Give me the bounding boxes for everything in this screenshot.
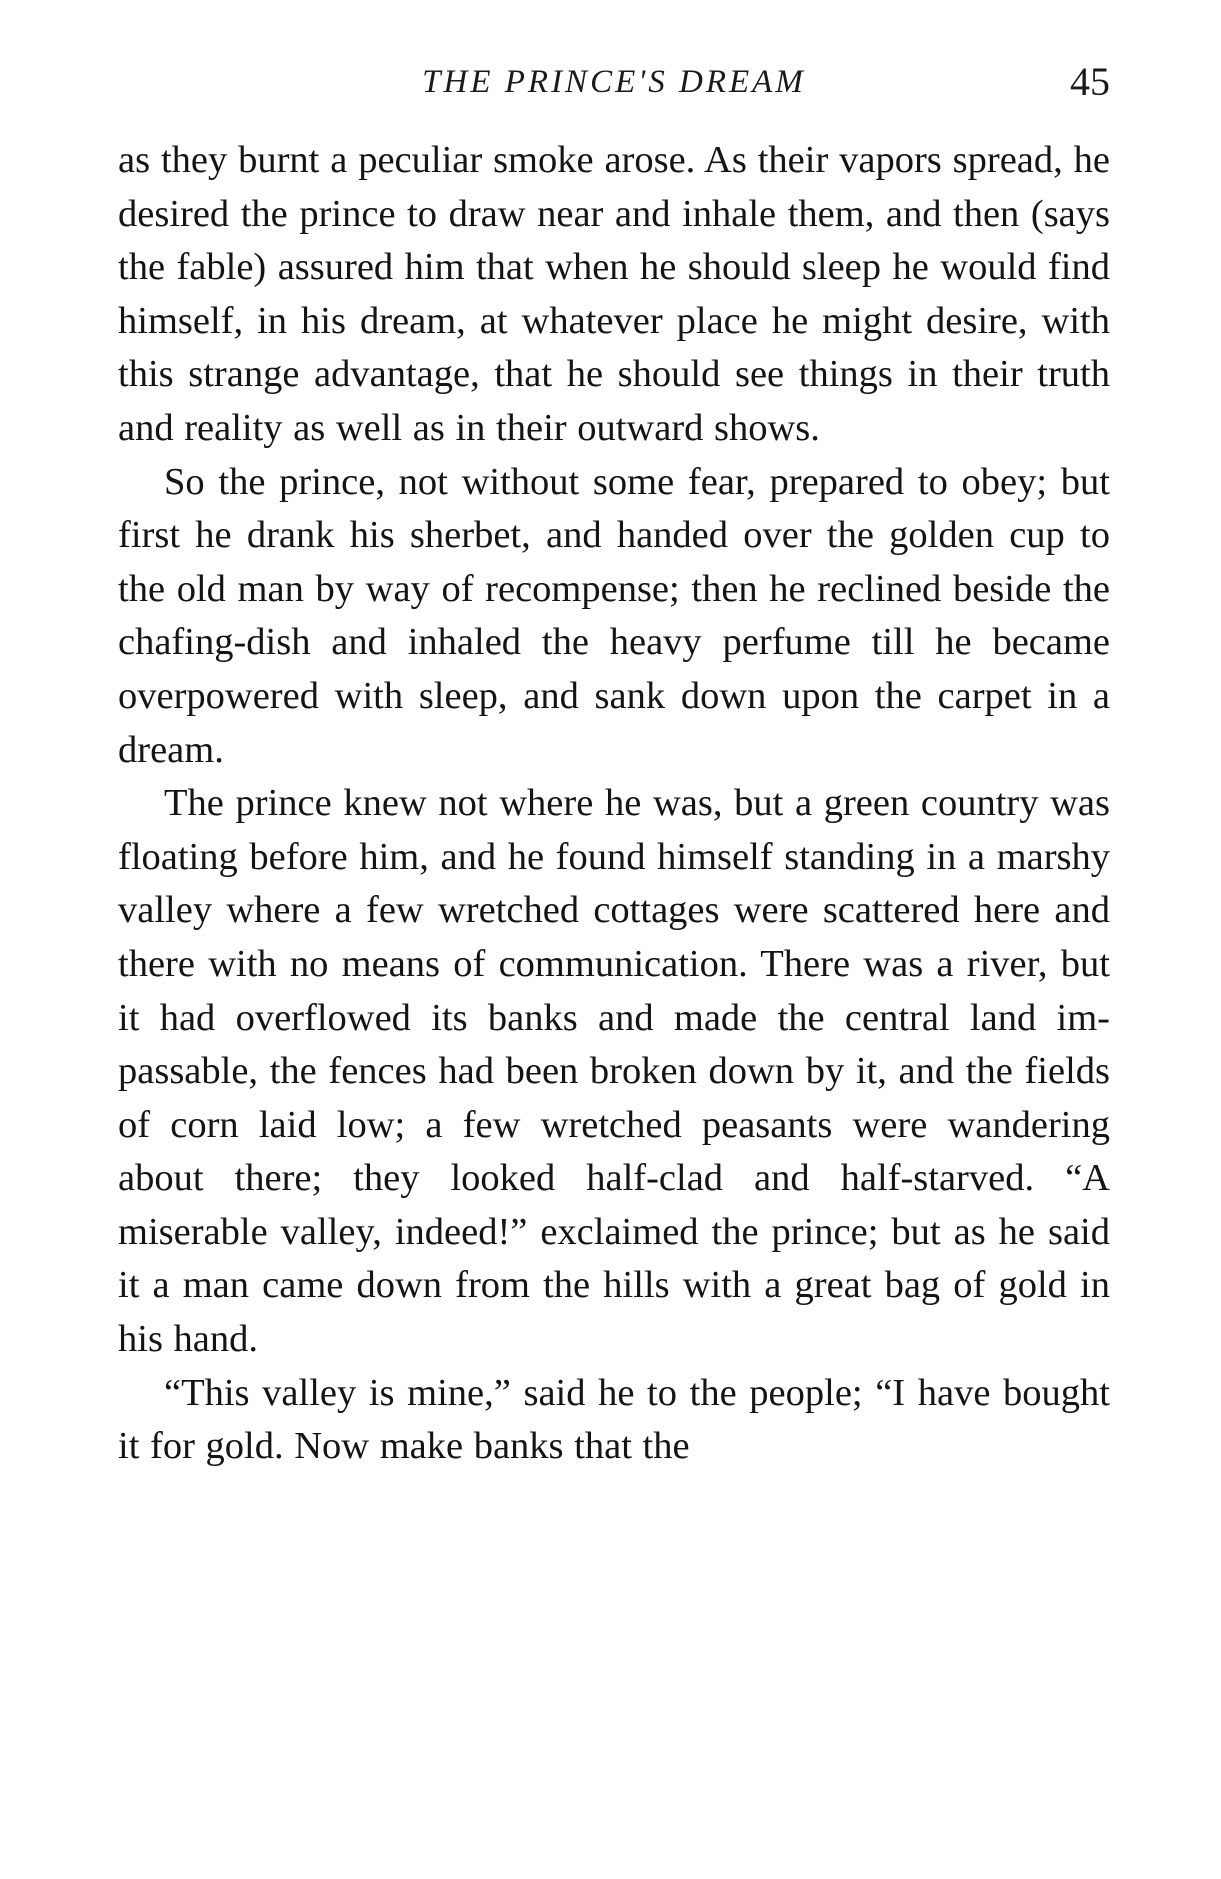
page-number: 45 [1070,59,1110,104]
body-text [118,134,1110,1474]
running-title: THE PRINCE'S DREAM [422,64,806,100]
running-head [118,52,1110,114]
book-page [118,52,1110,1474]
paragraph: The prince knew not where he was, but a green country was floating before him, and he found himself standing in a marshy valley where a few wretched cottages were scattered here and there with no means of communication. There was a river, but it had overflowed its banks and made the central land impassable, the fences had been broken down by it, and the fields of corn laid low; a few wretched peasants were wandering about there; they looked half-clad and half-starved. “A miserable valley, indeed!” exclaimed the prince; but as he said it a man came down from the hills with a great bag of gold in his hand. [118,782,1110,1361]
paragraph: “This valley is mine,” said he to the people; “I have bought it for gold. Now make banks that the [118,1371,1110,1468]
paragraph-continued: as they burnt a peculiar smoke arose. As their vapors spread, he desired the prince to draw near and inhale them, and then (says the fable) assured him that when he should sleep he would find himself, in his dream, at whatever place he might desire, with this strange advantage, that he should see things in their truth and reality as well as in their outward shows. [118,139,1110,449]
paragraph: So the prince, not without some fear, prepared to obey; but first he drank his sherbet, and handed over the golden cup to the old man by way of recompense; then he reclined beside the chafing-dish and inhaled the heavy perfume till he became overpowered with sleep, and sank down upon the carpet in a dream. [118,460,1110,771]
